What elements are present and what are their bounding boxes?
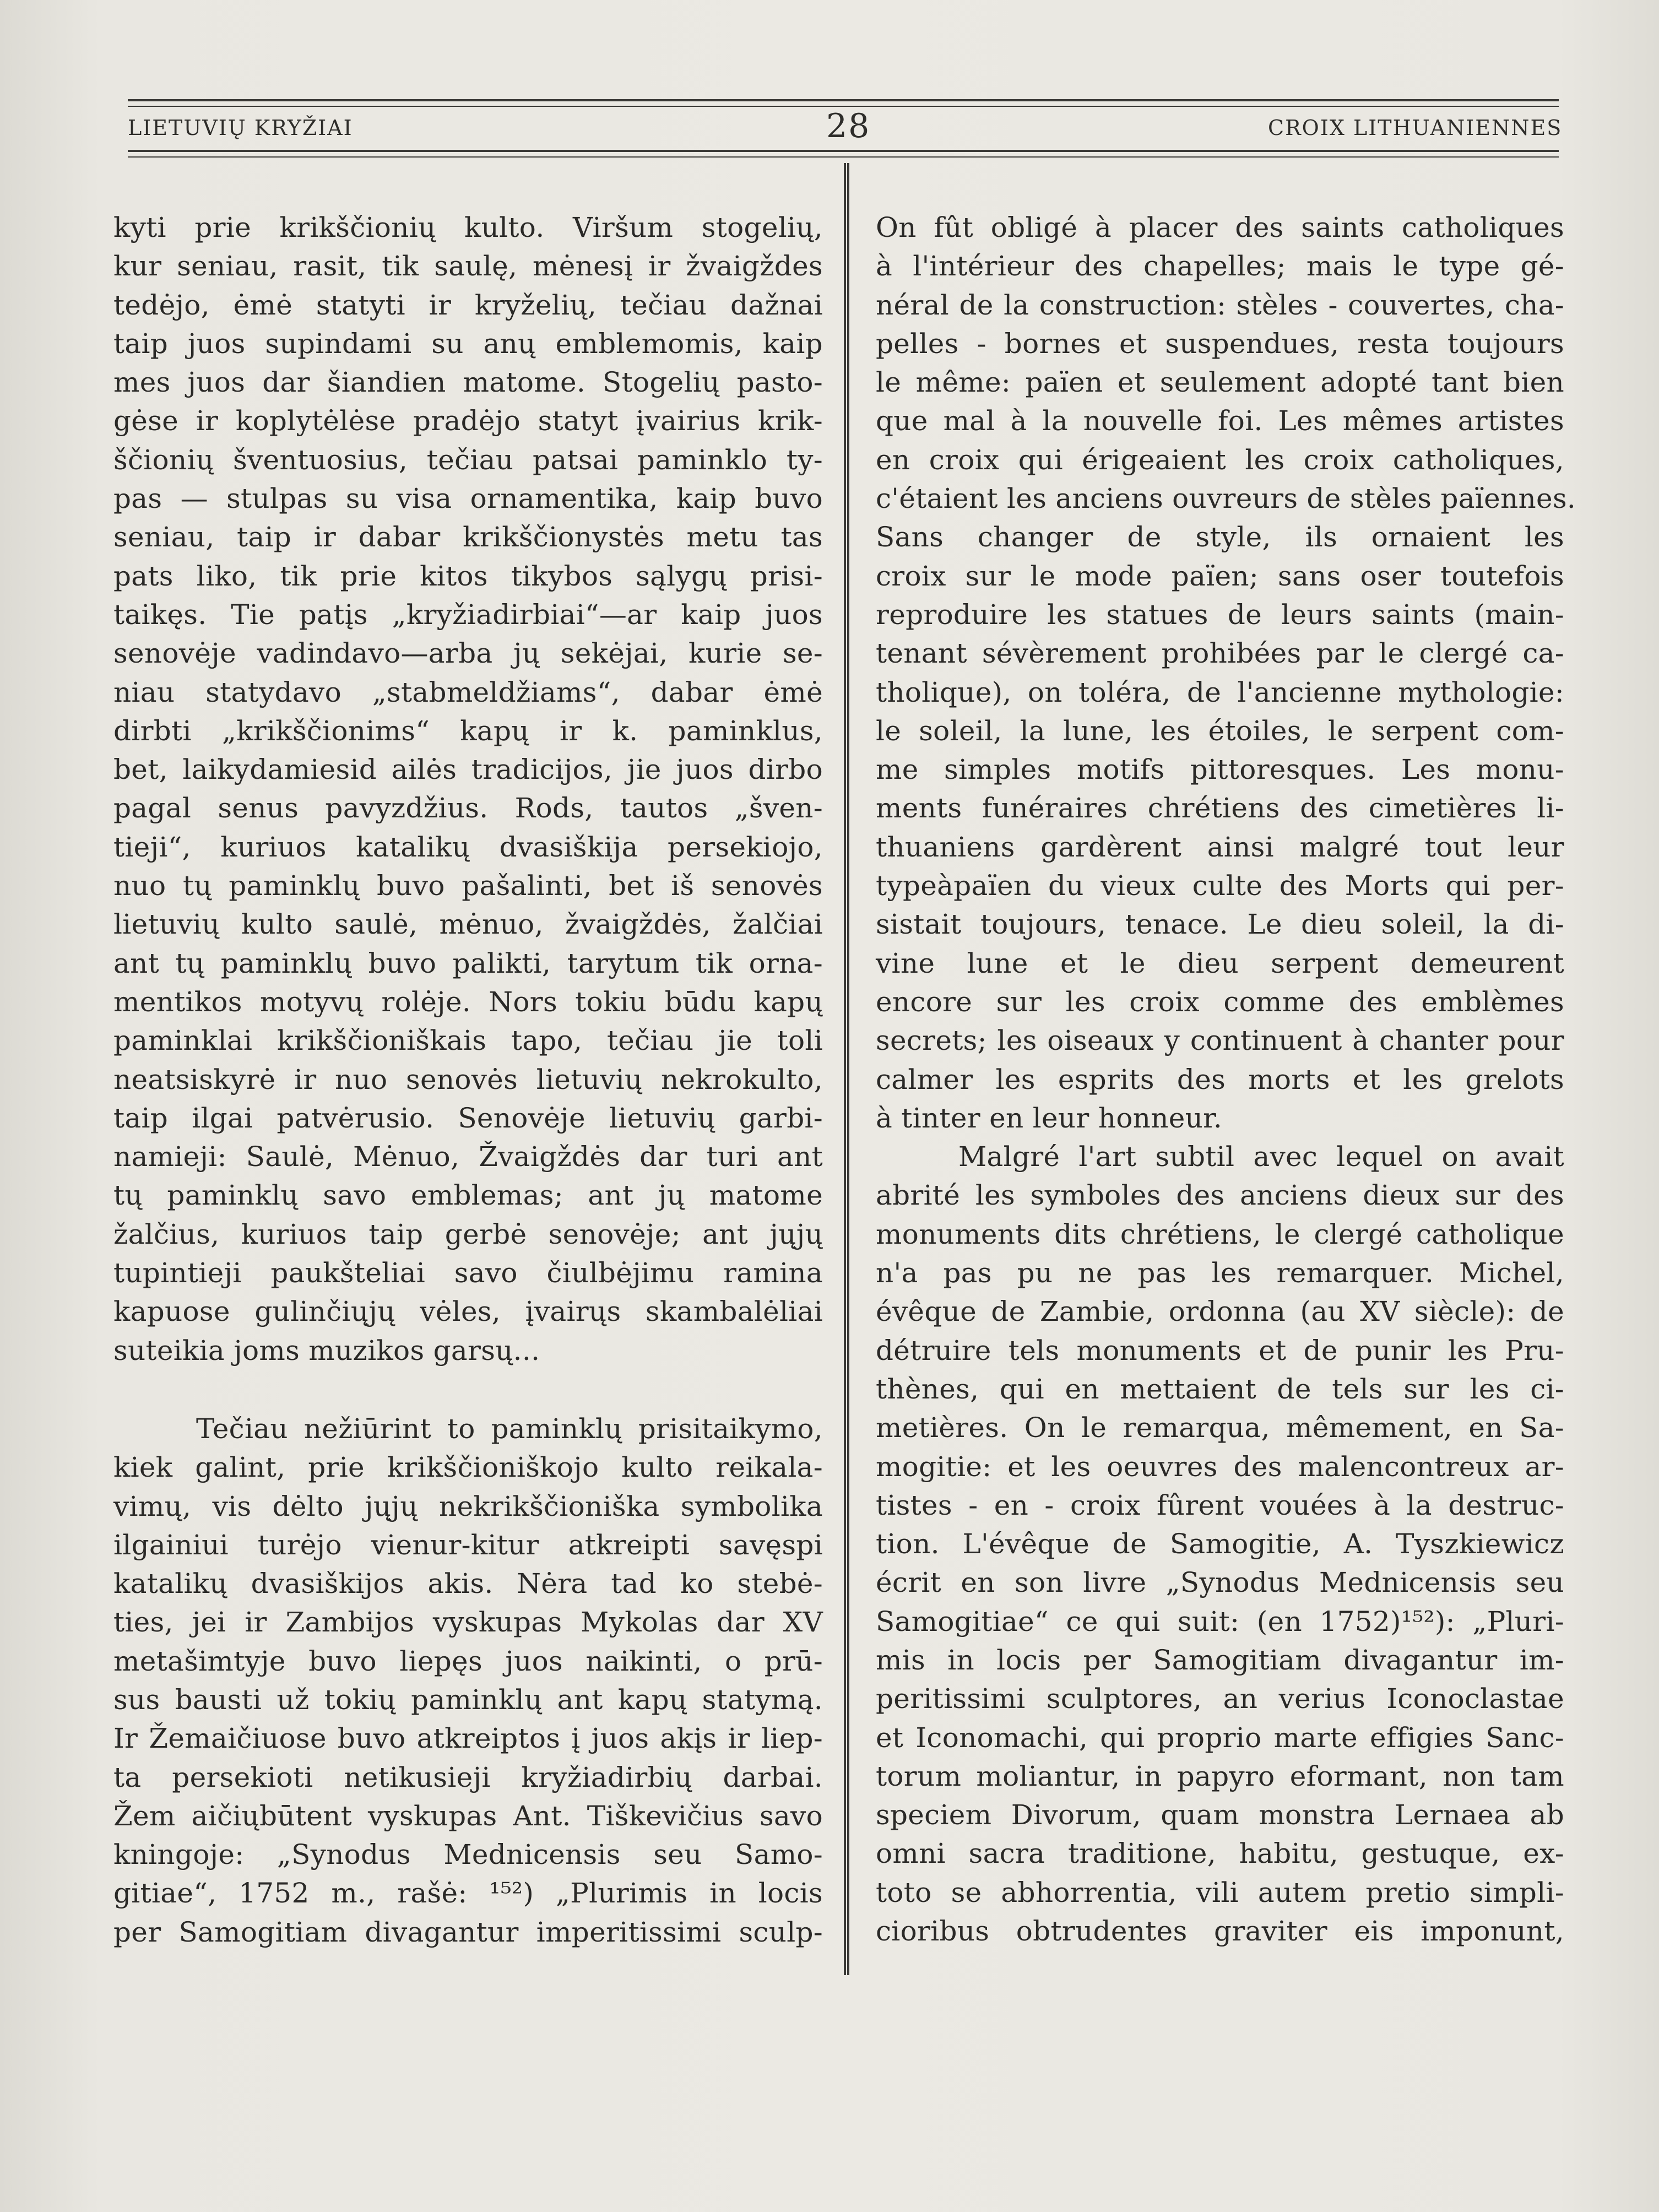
text-line: per Samogitiam divagantur imperitissimi sculp- [113, 1916, 823, 1948]
text-line: ta persekioti netikusieji kryžiadirbių darbai. [113, 1761, 823, 1793]
text-line: kiek galint, prie krikščioniškojo kulto reikala- [113, 1451, 823, 1484]
text-line: pelles - bornes et suspendues, resta toujours [876, 327, 1564, 360]
page-number: 28 [826, 107, 871, 145]
paragraph-gap [113, 1370, 823, 1409]
text-line: metašimtyje buvo liepęs juos naikinti, o prū- [113, 1645, 823, 1677]
text-line: tion. L'évêque de Samogitie, A. Tyszkiewicz [876, 1528, 1564, 1560]
text-line: Sans changer de style, ils ornaient les [876, 521, 1564, 554]
text-line: Tečiau nežiūrint to paminklų prisitaikymo, [196, 1412, 823, 1445]
text-line: kningoje: „Synodus Mednicensis seu Samo- [113, 1839, 823, 1871]
text-line: c'étaient les anciens ouvreurs de stèles païennes. [876, 482, 1576, 515]
text-line: mis in locis per Samogitiam divagantur im- [876, 1644, 1564, 1676]
left-paragraph-1 [113, 208, 823, 1370]
text-line: sus bausti už tokių paminklų ant kapų statymą. [113, 1683, 823, 1716]
text-line: vine lune et le dieu serpent demeurent [876, 947, 1564, 979]
text-line: le soleil, la lune, les étoiles, le serpent com- [876, 714, 1564, 747]
right-column-french [876, 208, 1576, 1950]
text-line: tieji“, kuriuos katalikų dvasiškija persekiojo, [113, 831, 823, 863]
text-line: Samogitiae“ ce qui suit: (en 1752)¹⁵²): „Pluri- [876, 1605, 1564, 1638]
text-line: le même: païen et seulement adopté tant bien [876, 366, 1564, 399]
text-line: pagal senus pavyzdžius. Rods, tautos „šven- [113, 792, 823, 825]
text-line: taip ilgai patvėrusio. Senovėje lietuvių garbi- [113, 1102, 823, 1134]
column-divider [844, 163, 849, 1975]
left-paragraph-2 [113, 1409, 823, 1951]
text-line: katalikų dvasiškijos akis. Nėra tad ko stebė- [113, 1568, 823, 1600]
text-line: ilgainiui turėjo vienur-kitur atkreipti savęspi [113, 1528, 823, 1561]
text-line: suteikia joms muzikos garsų... [113, 1334, 540, 1367]
text-line: torum moliantur, in papyro eformant, non tam [876, 1760, 1564, 1792]
text-line: pas — stulpas su visa ornamentika, kaip buvo [113, 482, 823, 515]
text-line: à tinter en leur honneur. [876, 1102, 1223, 1134]
text-line: Ir Žemaičiuose buvo atkreiptos į juos akįs ir liep- [113, 1722, 823, 1755]
text-line: On fût obligé à placer des saints catholiques [876, 212, 1564, 243]
text-line: ščionių šventuosius, tečiau patsai paminklo ty- [113, 443, 823, 476]
text-line: metières. On le remarqua, mêmement, en Sa- [876, 1412, 1564, 1444]
text-line: mentikos motyvų rolėje. Nors tokiu būdu kapų [113, 985, 823, 1018]
text-line: à l'intérieur des chapelles; mais le type gé- [876, 250, 1564, 283]
text-line: bet, laikydamiesid ailės tradicijos, jie juos dirbo [113, 753, 823, 786]
text-line: ties, jei ir Zambijos vyskupas Mykolas dar XV [113, 1606, 823, 1639]
text-line: ments funéraires chrétiens des cimetières li- [876, 792, 1564, 825]
text-line: nuo tų paminklų buvo pašalinti, bet iš senovės [113, 870, 823, 902]
text-line: Žem aičiųbūtent vyskupas Ant. Tiškevičius savo [113, 1799, 823, 1832]
header-top-rule [128, 99, 1559, 101]
text-line: žalčius, kuriuos taip gerbė senovėje; ant jųjų [113, 1218, 823, 1250]
text-line: pats liko, tik prie kitos tikybos sąlygų prisi- [113, 560, 823, 592]
text-line: détruire tels monuments et de punir les Pru- [876, 1334, 1564, 1367]
text-line: sistait toujours, tenace. Le dieu soleil, la di- [876, 908, 1564, 941]
text-line: namieji: Saulė, Mėnuo, Žvaigždės dar turi ant [113, 1141, 823, 1173]
text-line: cioribus obtrudentes graviter eis imponunt, [876, 1915, 1564, 1948]
text-line: en croix qui érigeaient les croix catholiques, [876, 443, 1564, 476]
text-line: speciem Divorum, quam monstra Lernaea ab [876, 1799, 1564, 1831]
text-line: mogitie: et les oeuvres des malencontreux ar- [876, 1450, 1564, 1483]
text-line: dirbti „krikščionims“ kapų ir k. paminklus, [113, 714, 823, 747]
text-line: tų paminklų savo emblemas; ant jų matome [113, 1179, 823, 1212]
text-line: évêque de Zambie, ordonna (au XV siècle): de [876, 1295, 1564, 1328]
text-line: gitiae“, 1752 m., rašė: ¹⁵²) „Plurimis in locis [113, 1877, 823, 1910]
text-line: néral de la construction: stèles - couvertes, cha- [876, 289, 1564, 321]
text-line: croix sur le mode païen; sans oser toutefois [876, 560, 1564, 592]
text-line: et Iconomachi, qui proprio marte effigies Sanc- [876, 1721, 1564, 1754]
text-line: niau statydavo „stabmeldžiams“, dabar ėmė [113, 676, 823, 708]
header-bottom-rule-thin [128, 156, 1559, 158]
text-line: n'a pas pu ne pas les remarquer. Michel, [876, 1257, 1564, 1289]
left-column-lithuanian [113, 208, 823, 1951]
text-line: peritissimi sculptores, an verius Iconoclastae [876, 1683, 1564, 1715]
text-line: reproduire les statues de leurs saints (main- [876, 598, 1564, 631]
text-line: thuaniens gardèrent ainsi malgré tout leur [876, 831, 1564, 863]
text-line: taikęs. Tie patįs „kryžiadirbiai“—ar kaip juos [113, 598, 823, 631]
text-line: kur seniau, rasit, tik saulę, mėnesį ir žvaigždes [113, 250, 823, 283]
right-paragraph-1 [876, 208, 1576, 1137]
text-line: me simples motifs pittoresques. Les monu- [876, 753, 1564, 786]
text-line: Malgré l'art subtil avec lequel on avait [958, 1141, 1564, 1173]
text-line: paminklai krikščioniškais tapo, tečiau jie toli [113, 1024, 823, 1057]
text-line: lietuvių kulto saulė, mėnuo, žvaigždės, žalčiai [113, 908, 823, 941]
text-line: taip juos supindami su anų emblemomis, kaip [113, 327, 823, 360]
text-line: tupintieji paukšteliai savo čiulbėjimu ramina [113, 1257, 823, 1289]
text-line: encore sur les croix comme des emblèmes [876, 985, 1564, 1018]
text-line: tenant sévèrement prohibées par le clergé ca- [876, 637, 1564, 670]
text-line: senovėje vadindavo—arba jų sekėjai, kurie se- [113, 637, 823, 670]
running-header-right: CROIX LITHUANIENNES [1268, 116, 1563, 140]
text-line: tistes - en - croix fûrent vouées à la destruc- [876, 1489, 1564, 1521]
text-line: neatsiskyrė ir nuo senovės lietuvių nekrokulto, [113, 1063, 823, 1096]
header-bottom-rule [128, 150, 1559, 152]
text-line: secrets; les oiseaux y continuent à chanter pour [876, 1024, 1564, 1057]
text-line: gėse ir koplytėlėse pradėjo statyt įvairius krik- [113, 405, 823, 437]
text-line: abrité les symboles des anciens dieux sur des [876, 1179, 1564, 1212]
text-line: kyti prie krikščionių kulto. Viršum stogelių, [113, 212, 823, 243]
running-header-left: LIETUVIŲ KRYŽIAI [128, 116, 353, 140]
text-line: seniau, taip ir dabar krikščionystės metu tas [113, 521, 823, 554]
text-line: que mal à la nouvelle foi. Les mêmes artistes [876, 405, 1564, 437]
text-line: vimų, vis dėlto jųjų nekrikščioniška symbolika [113, 1490, 823, 1522]
text-line: typeàpaïen du vieux culte des Morts qui per- [876, 870, 1564, 902]
text-line: calmer les esprits des morts et les grelots [876, 1063, 1564, 1096]
text-line: monuments dits chrétiens, le clergé catholique [876, 1218, 1564, 1250]
right-paragraph-2 [876, 1137, 1564, 1950]
text-line: ant tų paminklų buvo palikti, tarytum tik orna- [113, 947, 823, 979]
text-line: omni sacra traditione, habitu, gestuque, ex- [876, 1837, 1564, 1870]
text-line: écrit en son livre „Synodus Mednicensis seu [876, 1566, 1564, 1599]
text-line: kapuose gulinčiųjų vėles, įvairųs skambalėliai [113, 1295, 823, 1328]
text-line: mes juos dar šiandien matome. Stogelių pasto- [113, 366, 823, 399]
text-line: tedėjo, ėmė statyti ir kryželių, tečiau dažnai [113, 289, 823, 321]
text-line: thènes, qui en mettaient de tels sur les ci- [876, 1373, 1564, 1405]
text-line: toto se abhorrentia, vili autem pretio simpli- [876, 1876, 1564, 1909]
text-line: tholique), on toléra, de l'ancienne mythologie: [876, 676, 1564, 708]
